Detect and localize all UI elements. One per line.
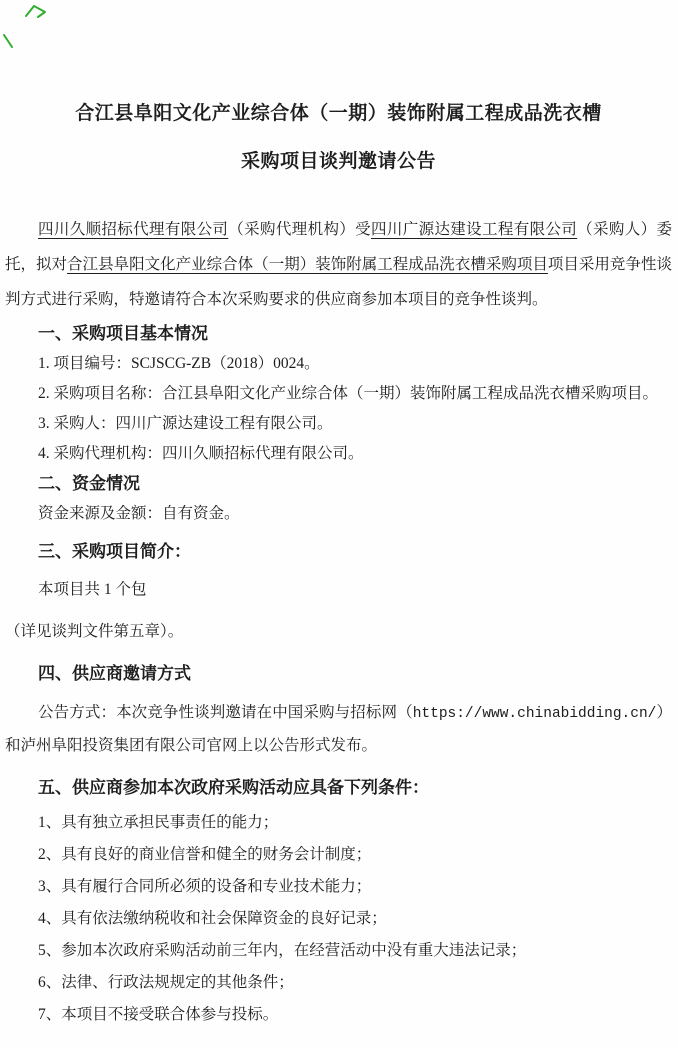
condition-item-3: 3、具有履行合同所必须的设备和专业技术能力； <box>38 878 372 895</box>
brief-package-count: 本项目共 1 个包 <box>38 581 147 598</box>
section-heading-funds: 二、资金情况 <box>38 474 140 493</box>
invitation-announcement-text <box>5 697 672 761</box>
basic-item-project-number: 1. 项目编号：SCJSCG-ZB（2018）0024。 <box>38 355 320 372</box>
condition-item-6: 6、法律、行政法规规定的其他条件； <box>38 974 294 991</box>
section-heading-invitation: 四、供应商邀请方式 <box>38 664 191 683</box>
invitation-text: 公告方式：本次竞争性谈判邀请在中国采购与招标网（ <box>38 704 413 721</box>
invitation-text: ）和泸州阜阳投资集团有限公司官网上以公告形式发布。 <box>5 704 672 754</box>
intro-text: （采购代理机构）受 <box>228 221 372 238</box>
project-name: 合江县阜阳文化产业综合体（一期）装饰附属工程成品洗衣槽采购项目 <box>67 256 548 273</box>
condition-item-7: 7、本项目不接受联合体参与投标。 <box>38 1006 279 1023</box>
green-pen-stroke-icon <box>2 33 15 49</box>
section-heading-brief: 三、采购项目简介： <box>38 542 191 561</box>
intro-text: 项目采用竞争性谈判方式进行采购，特邀请符合本次采购要求的供应商参加本项目的竞争性谈判。 <box>5 256 672 308</box>
purchaser-name: 四川广源达建设工程有限公司 <box>371 221 578 238</box>
basic-item-project-name: 2. 采购项目名称：合江县阜阳文化产业综合体（一期）装饰附属工程成品洗衣槽采购项目。 <box>38 385 659 402</box>
section-heading-basic-info: 一、采购项目基本情况 <box>38 324 208 343</box>
conditions-list <box>5 807 672 1031</box>
document-title-line-2: 采购项目谈判邀请公告 <box>240 151 436 172</box>
condition-item-5: 5、参加本次政府采购活动前三年内，在经营活动中没有重大违法记录； <box>38 942 527 959</box>
basic-item-purchaser: 3. 采购人：四川广源达建设工程有限公司。 <box>38 415 333 432</box>
brief-reference-note: （详见谈判文件第五章）。 <box>5 623 184 640</box>
procurement-agency-name: 四川久顺招标代理有限公司 <box>38 221 229 238</box>
intro-paragraph <box>5 212 672 317</box>
basic-item-agency: 4. 采购代理机构：四川久顺招标代理有限公司。 <box>38 445 364 462</box>
condition-item-4: 4、具有依法缴纳税收和社会保障资金的良好记录； <box>38 910 387 927</box>
condition-item-2: 2、具有良好的商业信誉和健全的财务会计制度； <box>38 846 372 863</box>
funds-source-text: 资金来源及金额：自有资金。 <box>38 505 240 522</box>
document-title-line-1: 合江县阜阳文化产业综合体（一期）装饰附属工程成品洗衣槽 <box>75 103 602 124</box>
section-heading-conditions: 五、供应商参加本次政府采购活动应具备下列条件： <box>38 778 429 797</box>
green-pen-check-icon <box>24 4 48 19</box>
chinabidding-url-text: https://www.chinabidding.cn/ <box>412 706 657 722</box>
intro-text: （采购人）委托，拟对 <box>5 221 672 273</box>
condition-item-1: 1、具有独立承担民事责任的能力； <box>38 814 279 831</box>
document-title <box>5 90 672 186</box>
